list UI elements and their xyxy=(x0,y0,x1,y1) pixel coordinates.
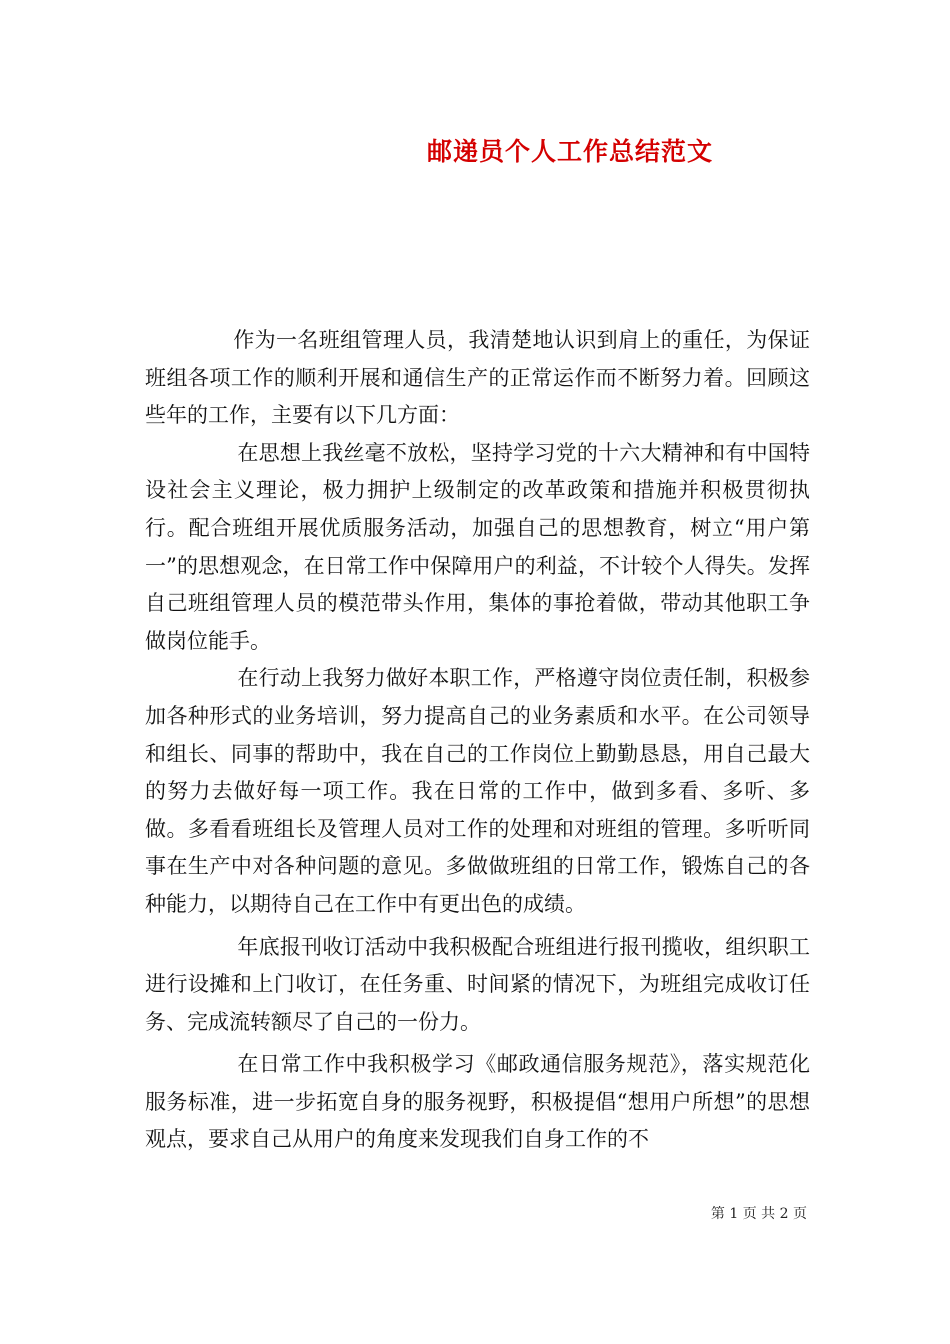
document-body xyxy=(145,322,810,1159)
paragraph-service: 在日常工作中我积极学习《邮政通信服务规范》，落实规范化服务标准，进一步拓宽自身的服务视野，积极提倡“想用户所想”的思想观点，要求自己从用户的角度来发现我们自身工作的不 xyxy=(145,1052,810,1152)
paragraph-subscription: 年底报刊收订活动中我积极配合班组进行报刊揽收，组织职工进行设摊和上门收订，在任务重、时间紧的情况下，为班组完成收订任务、完成流转额尽了自己的一份力。 xyxy=(145,934,810,1034)
paragraph-intro: 作为一名班组管理人员，我清楚地认识到肩上的重任，为保证班组各项工作的顺利开展和通信生产的正常运作而不断努力着。回顾这些年的工作，主要有以下几方面： xyxy=(145,328,810,428)
paragraph-action: 在行动上我努力做好本职工作，严格遵守岗位责任制，积极参加各种形式的业务培训，努力提高自己的业务素质和水平。在公司领导和组长、同事的帮助中，我在自己的工作岗位上勤勤恳恳，用自己最大的努力去做好每一项工作。我在日常的工作中，做到多看、多听、多做。多看看班组长及管理人员对工作的处理和对班组的管理。多听听同事在生产中对各种问题的意见。多做做班组的日常工作，锻炼自己的各种能力，以期待自己在工作中有更出色的成绩。 xyxy=(145,666,810,916)
page-number-footer: 第 1 页 共 2 页 xyxy=(710,1206,807,1222)
document-title: 邮递员个人工作总结范文 xyxy=(426,137,713,166)
paragraph-thought: 在思想上我丝毫不放松，坚持学习党的十六大精神和有中国特设社会主义理论，极力拥护上级制定的改革政策和措施并积极贯彻执行。配合班组开展优质服务活动，加强自己的思想教育，树立“用户第一”的思想观念，在日常工作中保障用户的利益，不计较个人得失。发挥自己班组管理人员的模范带头作用，集体的事抢着做，带动其他职工争做岗位能手。 xyxy=(145,440,810,653)
